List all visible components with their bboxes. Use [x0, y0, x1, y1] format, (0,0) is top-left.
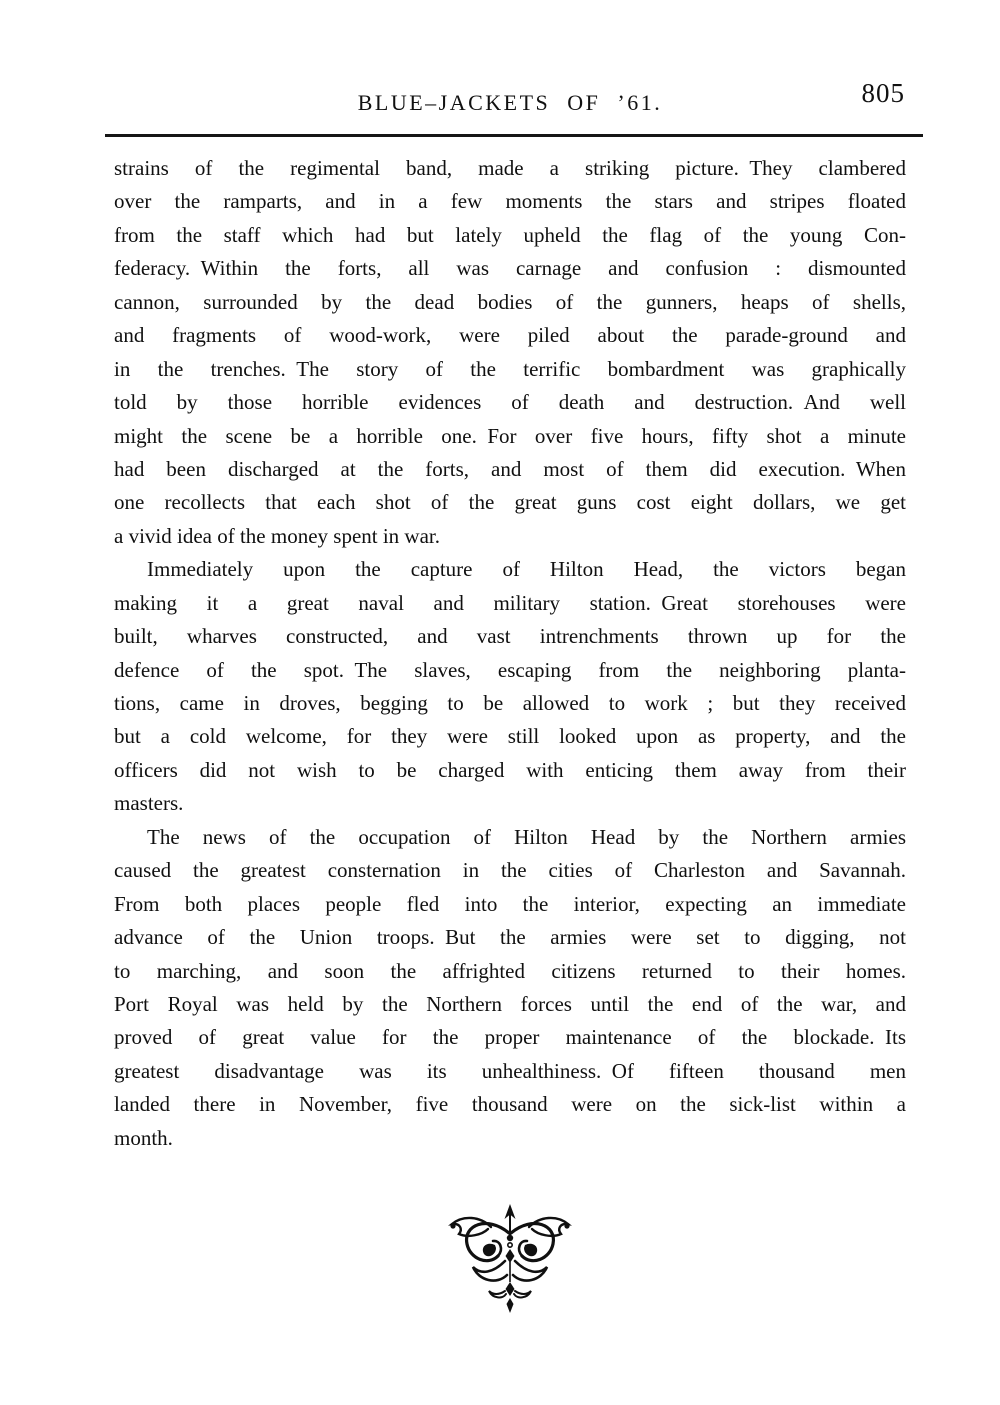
text-line: advance of the Union troops. But the armies were set to digging, not [114, 925, 906, 950]
text-line: told by those horrible evidences of death and destruction. And well [114, 390, 906, 415]
text-line: federacy. Within the forts, all was carnage and confusion : dismounted [114, 256, 906, 281]
text-line: a vivid idea of the money spent in war. [114, 523, 441, 548]
text-line: to marching, and soon the affrighted citizens returned to their homes. [114, 958, 906, 983]
text-line: caused the greatest consternation in the cities of Charleston and Savannah. [114, 858, 906, 883]
text-line: had been discharged at the forts, and most of them did execution. When [114, 456, 906, 481]
text-line: Port Royal was held by the Northern forces until the end of the war, and [114, 991, 906, 1016]
text-line: strains of the regimental band, made a striking picture. They clambered [114, 156, 906, 180]
body-text [114, 152, 906, 1155]
text-line: over the ramparts, and in a few moments the stars and stripes floated [114, 189, 906, 214]
header-rule [105, 134, 923, 137]
text-line: masters. [114, 791, 184, 816]
page-number: 805 [861, 78, 905, 108]
text-line: The news of the occupation of Hilton Head by the Northern armies [147, 824, 906, 849]
text-line: defence of the spot. The slaves, escaping from the neighboring planta- [114, 657, 906, 682]
text-line: and fragments of wood-work, were piled about the parade-ground and [114, 323, 906, 348]
text-line: From both places people fled into the interior, expecting an immediate [114, 891, 906, 916]
text-line: month. [114, 1125, 173, 1150]
text-line: cannon, surrounded by the dead bodies of the gunners, heaps of shells, [114, 289, 906, 314]
text-line: landed there in November, five thousand were on the sick-list within a [114, 1092, 906, 1117]
text-line: in the trenches. The story of the terrific bombardment was graphically [114, 356, 906, 381]
text-line: might the scene be a horrible one. For over five hours, fifty shot a minute [114, 423, 906, 448]
text-line: officers did not wish to be charged with enticing them away from their [114, 757, 906, 782]
text-line: proved of great value for the proper maintenance of the blockade. Its [114, 1025, 906, 1050]
text-line: Immediately upon the capture of Hilton Head, the victors began [147, 557, 906, 582]
text-line: greatest disadvantage was its unhealthiness. Of fifteen thousand men [114, 1058, 906, 1083]
tailpiece-ornament-icon [445, 1203, 575, 1315]
text-line: one recollects that each shot of the great guns cost eight dollars, we get [114, 490, 906, 515]
text-line: from the staff which had but lately upheld the flag of the young Con- [114, 222, 906, 247]
text-line: but a cold welcome, for they were still looked upon as property, and the [114, 724, 906, 749]
text-line: making it a great naval and military station. Great storehouses were [114, 590, 906, 615]
running-title: BLUE–JACKETS OF ’61. [357, 90, 663, 115]
text-line: tions, came in droves, begging to be allowed to work ; but they received [114, 691, 906, 715]
text-line: built, wharves constructed, and vast intrenchments thrown up for the [114, 624, 906, 649]
